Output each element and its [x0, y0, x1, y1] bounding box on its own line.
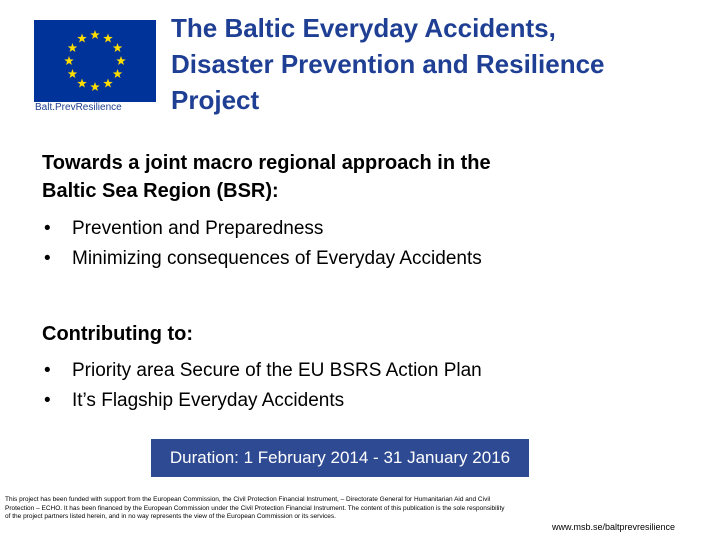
star-icon [64, 56, 74, 65]
bullet-icon: • [44, 248, 51, 269]
star-icon [77, 79, 87, 88]
list-item [42, 244, 482, 274]
star-icon [113, 43, 123, 52]
title-line-1: The Baltic Everyday Accidents, [171, 13, 556, 43]
star-icon [103, 33, 113, 42]
star-icon [103, 79, 113, 88]
star-icon [68, 69, 78, 78]
logo-caption: Balt.PrevResilience [35, 102, 122, 113]
project-logo [27, 17, 162, 117]
star-icon [90, 30, 100, 39]
list-item-text: It’s Flagship Everyday Accidents [72, 390, 345, 411]
star-icon [113, 69, 123, 78]
bullet-icon: • [44, 390, 51, 411]
star-icon [68, 43, 78, 52]
list-item-text: Minimizing consequences of Everyday Accidents [72, 248, 482, 269]
title-line-3: Project [171, 85, 260, 115]
star-icon [77, 33, 87, 42]
eu-flag-stars [34, 20, 156, 102]
list-item [42, 356, 482, 386]
bullet-icon: • [44, 218, 51, 239]
list-item-text: Priority area Secure of the EU BSRS Action Plan [72, 360, 482, 381]
section-heading-approach [42, 149, 491, 205]
bullet-icon: • [44, 360, 51, 381]
footer-url: www.msb.se/baltprevresilience [552, 522, 676, 532]
funding-disclaimer: This project has been funded with support from the European Commission, the Civil Protection Financial Instrument, – Directorate General for Humanitarian Aid and Civil Protection – ECHO. It has been financed by the European Commission under the Civil Protection Financial Instrument. The content of this publication is the sole responsibility of the project partners listed herein, and in no way represents the view of the European Commission or its services. [5, 496, 505, 520]
list-item [42, 386, 482, 416]
star-icon [90, 82, 100, 91]
duration-banner: Duration: 1 February 2014 - 31 January 2016 [151, 439, 529, 477]
page-title [171, 10, 701, 118]
section-heading-contributing: Contributing to: [42, 323, 194, 345]
heading-line-1: Towards a joint macro regional approach in the [42, 152, 491, 174]
contributing-bullet-list [42, 356, 482, 416]
approach-bullet-list [42, 214, 482, 274]
star-icon [116, 56, 126, 65]
title-line-2: Disaster Prevention and Resilience [171, 49, 605, 79]
list-item-text: Prevention and Preparedness [72, 218, 324, 239]
list-item [42, 214, 482, 244]
eu-flag-icon [34, 20, 156, 102]
heading-line-2: Baltic Sea Region (BSR): [42, 180, 279, 202]
